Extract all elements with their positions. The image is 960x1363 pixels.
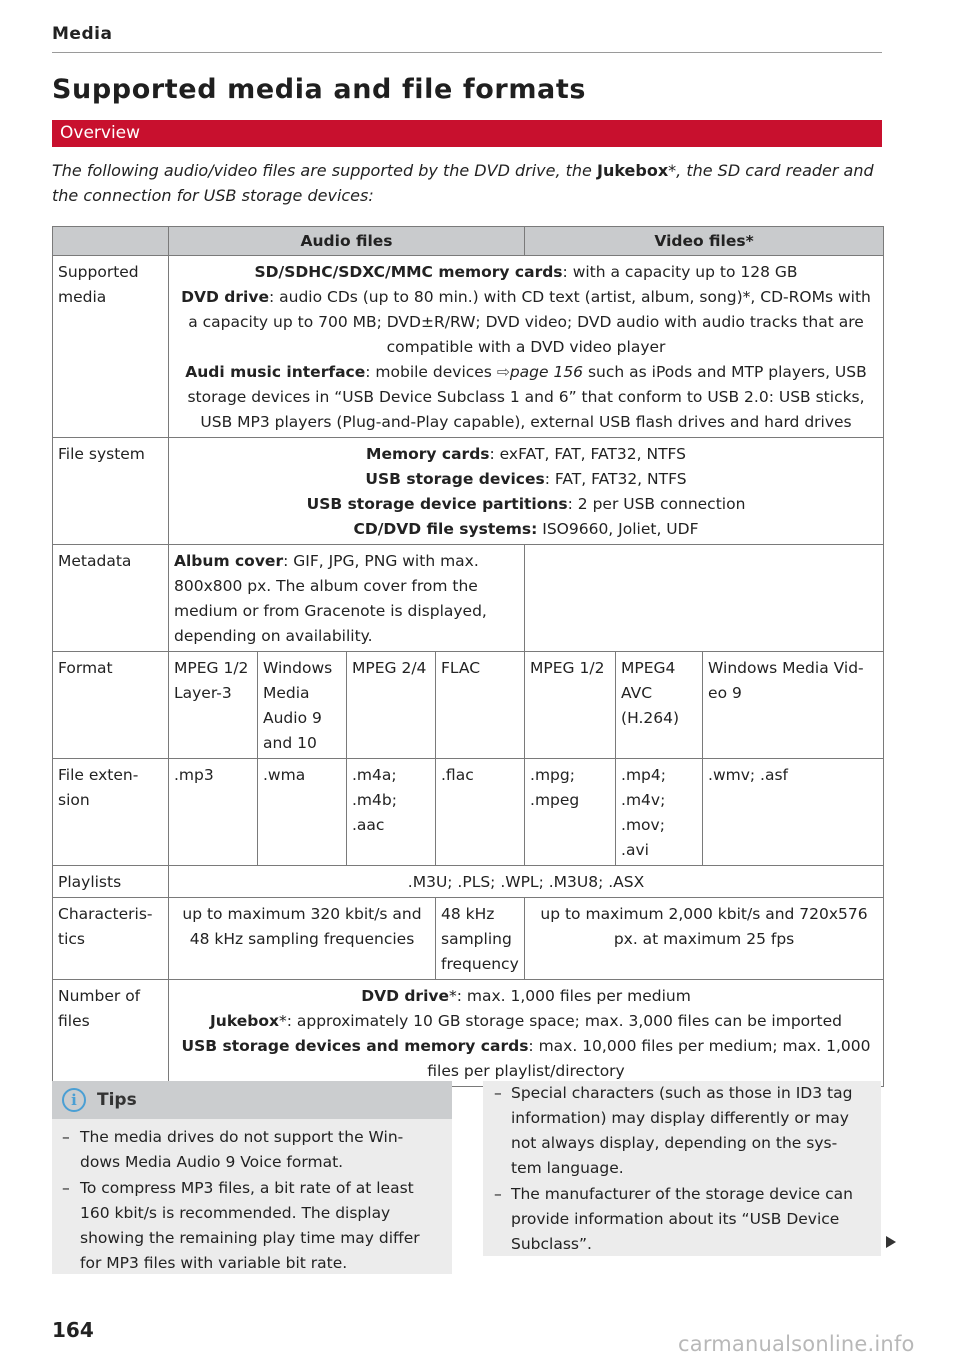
nf-jukebox-label: Jukebox xyxy=(210,1012,279,1030)
dvd-drive-line xyxy=(174,285,878,360)
row-label-format: Format xyxy=(53,652,169,759)
ext-mp3: .mp3 xyxy=(169,759,258,866)
ext-wma: .wma xyxy=(258,759,347,866)
ext-flac: .flac xyxy=(436,759,525,866)
ext-mpg: .mpg; .mpeg xyxy=(525,759,616,866)
fs-memory-cards-line xyxy=(174,442,878,467)
table-row xyxy=(53,545,884,652)
dvd-drive-label: DVD drive xyxy=(181,288,269,306)
row-label-playlists: Playlists xyxy=(53,866,169,898)
nf-dvd-text: *: max. 1,000 files per medium xyxy=(449,987,691,1005)
table-row xyxy=(53,866,884,898)
intro-jukebox: Jukebox xyxy=(596,161,669,180)
format-mpeg24: MPEG 2/4 xyxy=(347,652,436,759)
number-of-files-cell xyxy=(169,980,884,1087)
fs-memory-cards-label: Memory cards xyxy=(366,445,490,463)
supported-media-cell xyxy=(169,256,884,438)
table-row xyxy=(53,652,884,759)
table-row xyxy=(53,438,884,545)
nf-usb-line xyxy=(174,1034,878,1084)
header-blank-cell xyxy=(53,227,169,256)
format-mpeg12-video: MPEG 1/2 xyxy=(525,652,616,759)
row-label-metadata: Metadata xyxy=(53,545,169,652)
header-audio-files: Audio files xyxy=(169,227,525,256)
ext-wmv: .wmv; .asf xyxy=(703,759,884,866)
row-label-supported-media: Supported media xyxy=(53,256,169,438)
continue-arrow-icon xyxy=(886,1236,896,1248)
memory-cards-text: : with a capacity up to 128 GB xyxy=(562,263,798,281)
nf-dvd-label: DVD drive xyxy=(361,987,449,1005)
page-title: Supported media and file formats xyxy=(52,74,587,105)
intro-text-1: The following audio/video files are supported by the DVD drive, the xyxy=(52,161,597,180)
table-row xyxy=(53,256,884,438)
dvd-drive-text: : audio CDs (up to 80 min.) with CD text (artist, album, song)*, CD-ROMs with a capacity up to 700 MB; DVD±R/RW; DVD video; DVD audio with audio tracks that are compatible with a DVD video player xyxy=(188,288,871,356)
ami-text-2: such as iPods and MTP players, USB storage devices in “USB Device Subclass 1 and 6” that conform to USB 2.0: USB sticks, USB MP3 players (Plug-and-Play capable), external USB flash drives and hard drives xyxy=(187,363,867,431)
format-flac: FLAC xyxy=(436,652,525,759)
section-header: Media xyxy=(52,24,882,53)
ext-m4a: .m4a; .m4b; .aac xyxy=(347,759,436,866)
tips-title: Tips xyxy=(97,1090,137,1110)
album-cover-text: : GIF, JPG, PNG with max. 800x800 px. The album cover from the medium or from Gracenote is displayed, depending on availability. xyxy=(174,552,487,645)
format-wma: Windows Media Audio 9 and 10 xyxy=(258,652,347,759)
fs-cd-text: ISO9660, Joliet, UDF xyxy=(537,520,699,538)
table-row xyxy=(53,759,884,866)
fs-memory-cards-text: : exFAT, FAT, FAT32, NTFS xyxy=(489,445,687,463)
tips-list-right xyxy=(483,1081,881,1257)
fs-cd-label: CD/DVD file systems: xyxy=(353,520,538,538)
page-reference-link[interactable]: page 156 xyxy=(509,363,584,381)
nf-jukebox-line xyxy=(174,1009,878,1034)
tips-box-continued xyxy=(483,1081,881,1256)
fs-partitions-label: USB storage device partitions xyxy=(306,495,568,513)
tip-item: – The media drives do not support the Win-dows Media Audio 9 Voice format. xyxy=(62,1125,438,1175)
audio-bitrate-cell: up to maximum 320 kbit/s and 48 kHz sampling frequencies xyxy=(169,898,436,980)
intro-text-2: *, the SD card reader and the connection for USB storage devices: xyxy=(52,161,874,205)
table-header-row xyxy=(53,227,884,256)
nf-usb-label: USB storage devices and memory cards xyxy=(181,1037,529,1055)
tips-header xyxy=(52,1081,452,1119)
nf-dvd-line xyxy=(174,984,878,1009)
tips-list-left xyxy=(52,1119,452,1276)
album-cover-label: Album cover xyxy=(174,552,284,570)
ext-mp4: .mp4; .m4v; .mov; .avi xyxy=(616,759,703,866)
fs-usb-label: USB storage devices xyxy=(365,470,545,488)
metadata-audio-cell xyxy=(169,545,525,652)
video-bitrate-cell: up to maximum 2,000 kbit/s and 720x576 px. at maximum 25 fps xyxy=(525,898,884,980)
metadata-video-cell xyxy=(525,545,884,652)
row-label-characteristics: Characteris-tics xyxy=(53,898,169,980)
format-mpeg4-avc: MPEG4 AVC (H.264) xyxy=(616,652,703,759)
fs-usb-line xyxy=(174,467,878,492)
flac-rate-cell: 48 kHz sampling frequency xyxy=(436,898,525,980)
header-video-files: Video files* xyxy=(525,227,884,256)
ami-text-1: : mobile devices xyxy=(365,363,497,381)
info-icon: i xyxy=(62,1088,86,1112)
file-system-cell xyxy=(169,438,884,545)
nf-jukebox-text: *: approximately 10 GB storage space; max. 3,000 files can be imported xyxy=(278,1012,842,1030)
playlists-value: .M3U; .PLS; .WPL; .M3U8; .ASX xyxy=(169,866,884,898)
tip-item: – To compress MP3 files, a bit rate of at least 160 kbit/s is recommended. The display showing the remaining play time may differ for MP3 files with variable bit rate. xyxy=(62,1176,438,1276)
tips-box xyxy=(52,1081,452,1274)
fs-partitions-line xyxy=(174,492,878,517)
page-number: 164 xyxy=(52,1318,94,1342)
tip-item: – Special characters (such as those in ID3 tag information) may display differently or may not always display, depending on the sys-tem language. xyxy=(494,1081,867,1181)
fs-usb-text: : FAT, FAT32, NTFS xyxy=(544,470,687,488)
page-ref-arrow-icon: ⇨ xyxy=(496,363,510,381)
tip-item: – The manufacturer of the storage device can provide information about its “USB Device Subclass”. xyxy=(494,1182,867,1257)
format-mpeg-layer3: MPEG 1/2 Layer-3 xyxy=(169,652,258,759)
ami-label: Audi music interface xyxy=(185,363,366,381)
fs-cd-line xyxy=(174,517,878,542)
table-row xyxy=(53,898,884,980)
nf-usb-text: : max. 10,000 files per medium; max. 1,000 files per playlist/directory xyxy=(427,1037,871,1080)
row-label-file-system: File system xyxy=(53,438,169,545)
table-row xyxy=(53,980,884,1087)
memory-cards-line xyxy=(174,260,878,285)
memory-cards-label: SD/SDHC/SDXC/MMC memory cards xyxy=(254,263,563,281)
overview-heading: Overview xyxy=(52,120,882,147)
row-label-number-of-files: Number of files xyxy=(53,980,169,1087)
fs-partitions-text: : 2 per USB connection xyxy=(567,495,746,513)
formats-table xyxy=(52,226,884,1087)
intro-paragraph xyxy=(52,158,882,208)
watermark: carmanualsonline.info xyxy=(678,1332,915,1356)
row-label-file-extension: File exten-sion xyxy=(53,759,169,866)
ami-line xyxy=(174,360,878,435)
format-wmv: Windows Media Vid-eo 9 xyxy=(703,652,884,759)
